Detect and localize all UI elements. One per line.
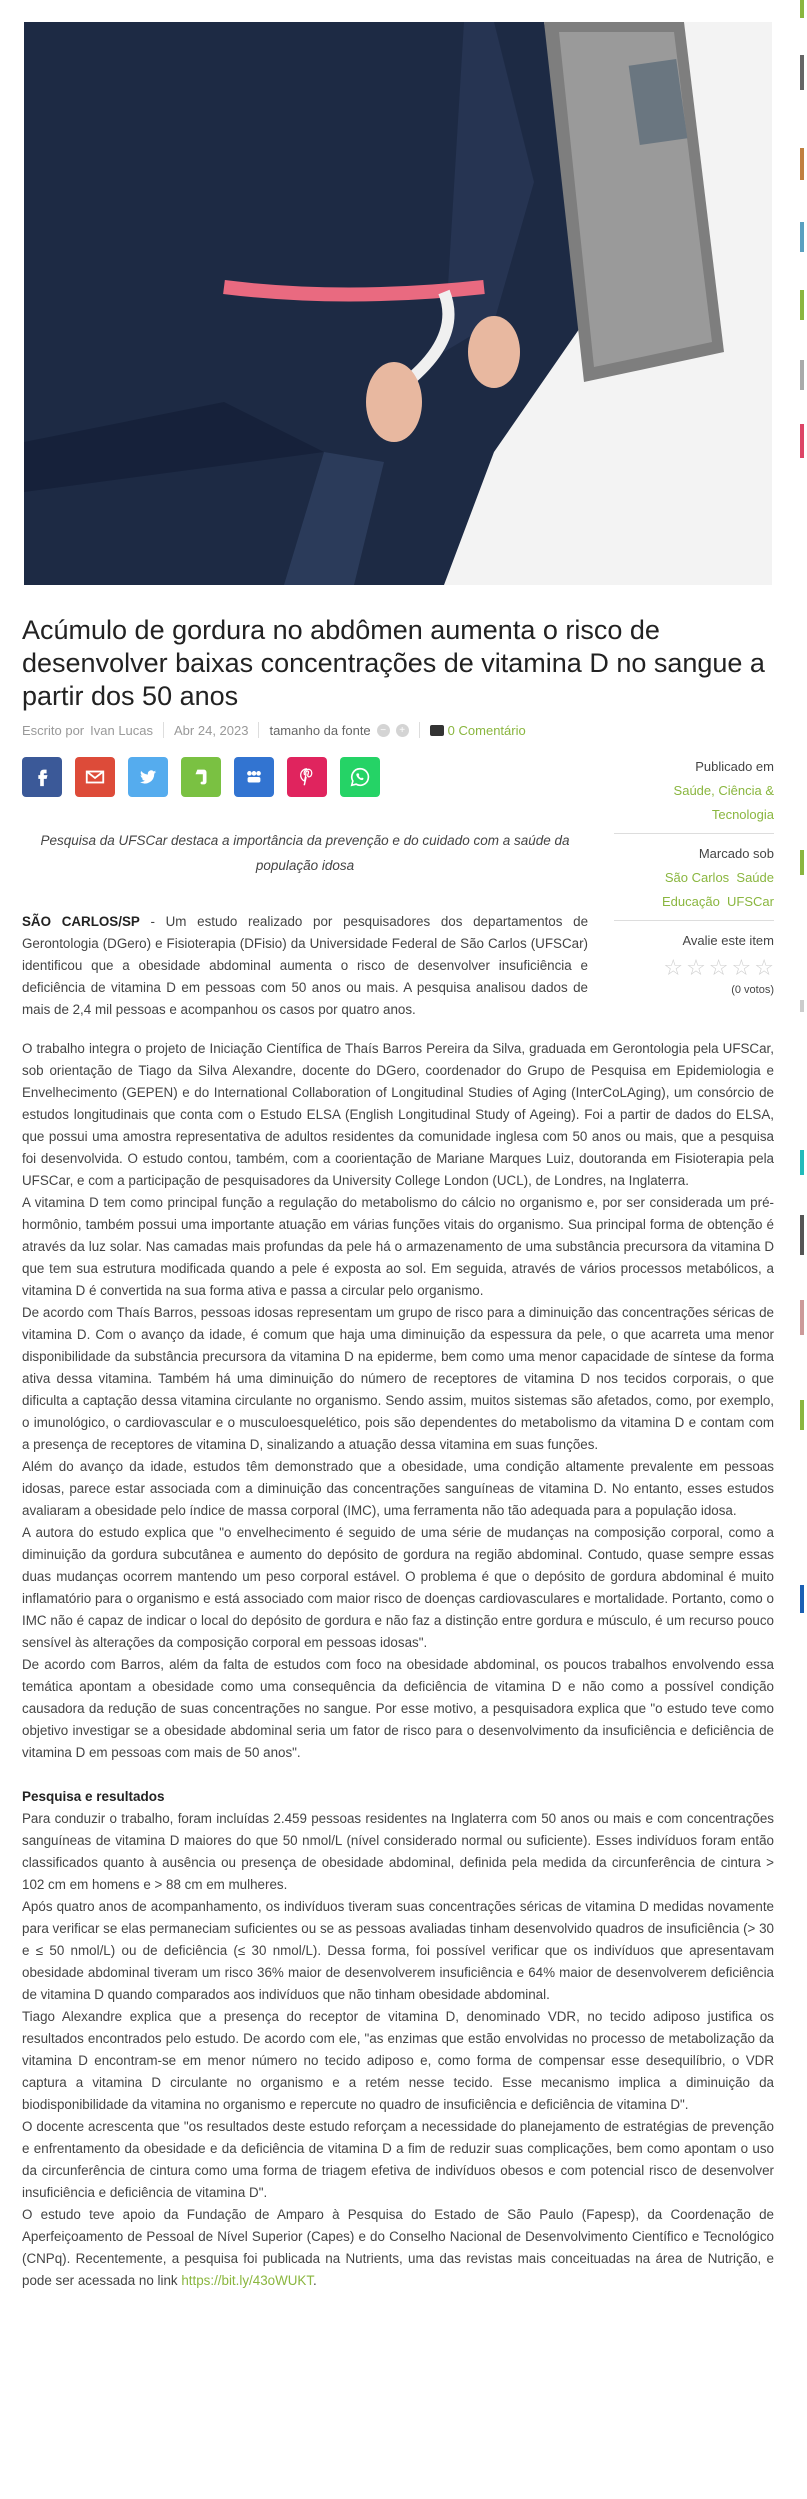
category-link-line2: Tecnologia — [711, 807, 774, 822]
twitter-share-button[interactable] — [128, 757, 168, 797]
body-paragraph: A autora do estudo explica que "o envelhecimento é seguido de uma série de mudanças na composição corporal, como a diminuição da gordura subcutânea e aumento do depósito de gordura na região abdominal. Contudo, quase sempre essas duas mudanças ocorrem mantendo um peso corporal estável. O problema é que o depósito de gordura abdominal é muito inflamatório para o organismo e está associado com maior risco de doenças cardiovasculares e mortalidade. Portanto, como o IMC não é capaz de indicar o local do depósito de gordura e não faz a distinção entre gordura e músculo, é um recurso pouco sensível às alterações da composição corporal em pessoas idosas". — [22, 1525, 774, 1650]
tag-link[interactable]: São Carlos — [664, 870, 730, 885]
article-lead: Pesquisa da UFSCar destaca a importância da prevenção e do cuidado com a saúde da população idosa — [40, 833, 570, 873]
evernote-share-button[interactable] — [181, 757, 221, 797]
body-paragraph: Além do avanço da idade, estudos têm demonstrado que a obesidade, uma condição altamente prevalente em pessoas idosas, parece estar associada com a diminuição das concentrações sanguíneas de vitamina D. No entanto, esses estudos avaliaram a obesidade pelo índice de massa corporal (IMC), uma ferramenta não tão adequada para a população idosa. — [22, 1459, 774, 1518]
written-by-label: Escrito por — [22, 722, 85, 738]
body-paragraph: Para conduzir o trabalho, foram incluídas 2.459 pessoas residentes na Inglaterra com 50 anos ou mais e com concentrações sanguíneas de vitamina D maiores do que 50 nmol/L (nível considerado normal ou suficiente). Esses indivíduos foram então classificados quanto à ausência ou presença de obesidade abdominal, definida pela medida da circunferência de cintura > 102 cm em homens e > 88 cm em mulheres. — [22, 1811, 774, 1892]
publish-date: Abr 24, 2023 — [174, 722, 249, 738]
right-edge-strip — [800, 0, 807, 2499]
font-increase-icon[interactable]: + — [396, 724, 409, 737]
meta-divider — [258, 722, 259, 738]
font-decrease-icon[interactable]: − — [377, 724, 390, 737]
rate-item-label: Avalie este item — [682, 933, 774, 948]
measuring-waist-image — [24, 22, 772, 585]
body-paragraph: Tiago Alexandre explica que a presença do receptor de vitamina D, denominado VDR, no tecido adiposo justifica os resultados encontrados pelo estudo. De acordo com ele, "as enzimas que estão envolvidas no processo de metabolização da vitamina D encontram-se em menor número no tecido adiposo e, como forma de compensar esse desequilíbrio, o VDR captura a vitamina D circulante no organismo e a retém nesse tecido. Esse mecanismo implica a diminuição da biodisponibilidade da vitamina no organismo e repercute no quadro de insuficiência e deficiência de vitamina D". — [22, 2009, 774, 2112]
published-in-label: Publicado em — [695, 759, 774, 774]
article-hero-image — [24, 22, 772, 585]
whatsapp-share-button[interactable] — [340, 757, 380, 797]
share-buttons — [22, 757, 380, 797]
tags-block — [614, 842, 774, 921]
final-paragraph-text: O estudo teve apoio da Fundação de Amparo à Pesquisa do Estado de São Paulo (Fapesp), da Coordenação de Aperfeiçoamento de Pessoal de Nível Superior (Capes) e do Conselho Nacional de Desenvolvimento Científico e Tecnológico (CNPq). Recentemente, a pesquisa foi publicada na Nutrients, uma das revistas mais conceituadas na área de Nutrição, e pode ser acessada no link — [22, 2207, 774, 2288]
comment-icon — [430, 725, 444, 736]
body-paragraph: De acordo com Thaís Barros, pessoas idosas representam um grupo de risco para a diminuição das concentrações séricas de vitamina D. Com o avanço da idade, é comum que haja uma diminuição da espessura da pele, o que acarreta uma menor disponibilidade da substância precursora da vitamina D na epiderme, bem como uma menor capacidade de síntese da forma ativa dessa vitamina. Também há uma diminuição do número de receptores de vitamina D nos tecidos corporais, o que dificulta a captação dessa vitamina circulante no organismo. Sendo assim, muitos sistemas são afetados, como, por exemplo, o imunológico, o cardiovascular e o musculoesquelético, pois são dependentes do metabolismo da vitamina D e contam com a presença de receptores de vitamina D, sinalizando a atuação dessa vitamina em suas funções. — [22, 1305, 774, 1452]
body-paragraph: O docente acrescenta que "os resultados deste estudo reforçam a necessidade do planejamento de estratégias de prevenção e enfrentamento da obesidade e da deficiência de vitamina D a fim de reduzir suas complicações, bem como apontam o uso da circunferência de cintura como uma forma de triagem efetiva de indivíduos obesos e com potencial risco de desenvolver insuficiência e deficiência de vitamina D". — [22, 2119, 774, 2200]
star-icon[interactable]: ☆ — [754, 955, 774, 980]
comment-count-link[interactable]: 0 Comentário — [447, 722, 526, 738]
dateline: SÃO CARLOS/SP — [22, 914, 140, 929]
tag-link[interactable]: UFSCar — [727, 894, 774, 909]
category-link[interactable] — [614, 779, 774, 827]
tag-link[interactable]: Educação — [661, 894, 720, 909]
star-icon[interactable]: ☆ — [663, 955, 684, 980]
delicious-icon — [243, 766, 265, 788]
facebook-icon — [31, 766, 53, 788]
whatsapp-icon — [349, 766, 371, 788]
rating-stars — [614, 957, 774, 979]
meta-divider — [163, 722, 164, 738]
article-info-sidebar — [614, 755, 774, 1001]
article-body-intro — [22, 911, 588, 1021]
pinterest-icon — [296, 766, 318, 788]
delicious-share-button[interactable] — [234, 757, 274, 797]
body-paragraph: De acordo com Barros, além da falta de estudos com foco na obesidade abdominal, os poucos trabalhos envolvendo essa temática apontam a obesidade como uma consequência da deficiência de vitamina D e não como a possível condição causadora da redução de suas concentrações no sangue. Por esse motivo, a pesquisadora explica que "o estudo teve como objetivo investigar se a obesidade abdominal seria um fator de risco para o desenvolvimento da insuficiência e deficiência de vitamina D em pessoas com mais de 50 anos". — [22, 1657, 774, 1760]
category-link-line1: Saúde, Ciência & — [673, 783, 774, 798]
article-meta — [22, 722, 526, 738]
article-body — [22, 1038, 774, 2292]
first-paragraph-text: - Um estudo realizado por pesquisadores dos departamentos de Gerontologia (DGero) e Fisioterapia (DFisio) da Universidade Federal de São Carlos (UFSCar) identificou que a obesidade abdominal aumenta o risco de desenvolver insuficiência e deficiência de vitamina D em pessoas com 50 anos ou mais. A pesquisa analisou dados de mais de 2,4 mil pessoas e acompanhou os casos por quatro anos. — [22, 914, 589, 1017]
evernote-icon — [190, 766, 212, 788]
published-in-block — [614, 755, 774, 834]
tagged-under-label: Marcado sob — [698, 846, 774, 861]
email-icon — [84, 766, 106, 788]
body-paragraph: O trabalho integra o projeto de Iniciação Científica de Thaís Barros Pereira da Silva, graduada em Gerontologia pela UFSCar, sob orientação de Tiago da Silva Alexandre, docente do DGero, coordenador do Grupo de Pesquisa em Epidemiologia e Envelhecimento (GEPEN) e do International Collaboration of Longitudinal Studies of Aging (InterCoLAging), um consórcio de estudos longitudinais que conta com o Estudo ELSA (English Longitudinal Study of Ageing). Foi a partir de dados do ELSA, que possui uma amostra representativa de adultos residentes da comunidade inglesa com 50 anos ou mais, que a pesquisa foi desenvolvida. O estudo contou, também, com a coorientação de Mariane Marques Luiz, doutoranda em Fisioterapia pela UFSCar, e com a participação de pesquisadores da University College London (UCL), de Londres, na Inglaterra. — [22, 1041, 774, 1188]
body-paragraph: Após quatro anos de acompanhamento, os indivíduos tiveram suas concentrações séricas de vitamina D medidas novamente para verificar se elas permaneciam suficientes ou se as pessoas avaliadas tinham desenvolvido quadros de insuficiência (> 30 e ≤ 50 nmol/L) ou de deficiência (≤ 30 nmol/L). Dessa forma, foi possível verificar que os indivíduos que apresentavam obesidade abdominal tiveram um risco 36% maior de desenvolverem insuficiência e 64% maior de desenvolverem deficiência de vitamina D quando comparados aos indivíduos que não tinham obesidade abdominal. — [22, 1899, 774, 2002]
star-icon[interactable]: ☆ — [686, 955, 706, 980]
font-size-label: tamanho da fonte — [269, 722, 371, 738]
article-title: Acúmulo de gordura no abdômen aumenta o risco de desenvolver baixas concentrações de vitamina D no sangue a partir dos 50 anos — [22, 615, 765, 711]
pinterest-share-button[interactable] — [287, 757, 327, 797]
final-paragraph — [22, 2204, 774, 2292]
tag-link[interactable]: Saúde — [736, 870, 774, 885]
first-paragraph — [22, 911, 588, 1021]
star-icon[interactable]: ☆ — [708, 955, 729, 980]
facebook-share-button[interactable] — [22, 757, 62, 797]
votes-count: (0 votos) — [731, 984, 774, 996]
star-icon[interactable]: ☆ — [731, 955, 752, 980]
rating-block — [614, 929, 774, 1001]
study-link[interactable]: https://bit.ly/43oWUKT — [181, 2273, 314, 2288]
section-heading: Pesquisa e resultados — [22, 1789, 165, 1804]
meta-divider — [419, 722, 420, 738]
email-share-button[interactable] — [75, 757, 115, 797]
author-link[interactable]: Ivan Lucas — [90, 722, 154, 738]
final-period: . — [313, 2273, 317, 2288]
twitter-icon — [137, 766, 159, 788]
body-paragraph: A vitamina D tem como principal função a regulação do metabolismo do cálcio no organismo e, por ser considerada um pré-hormônio, também possui uma importante atuação em várias funções vitais do organismo. Sua principal forma de obtenção é através da luz solar. Nas camadas mais profundas da pele há o armazenamento de uma substância precursora da vitamina D que tem sua estrutura modificada quando a pele é exposta ao sol. Em seguida, através de vários processos metabólicos, a vitamina D é convertida na sua forma ativa e passa a circular pelo organismo. — [22, 1195, 774, 1298]
